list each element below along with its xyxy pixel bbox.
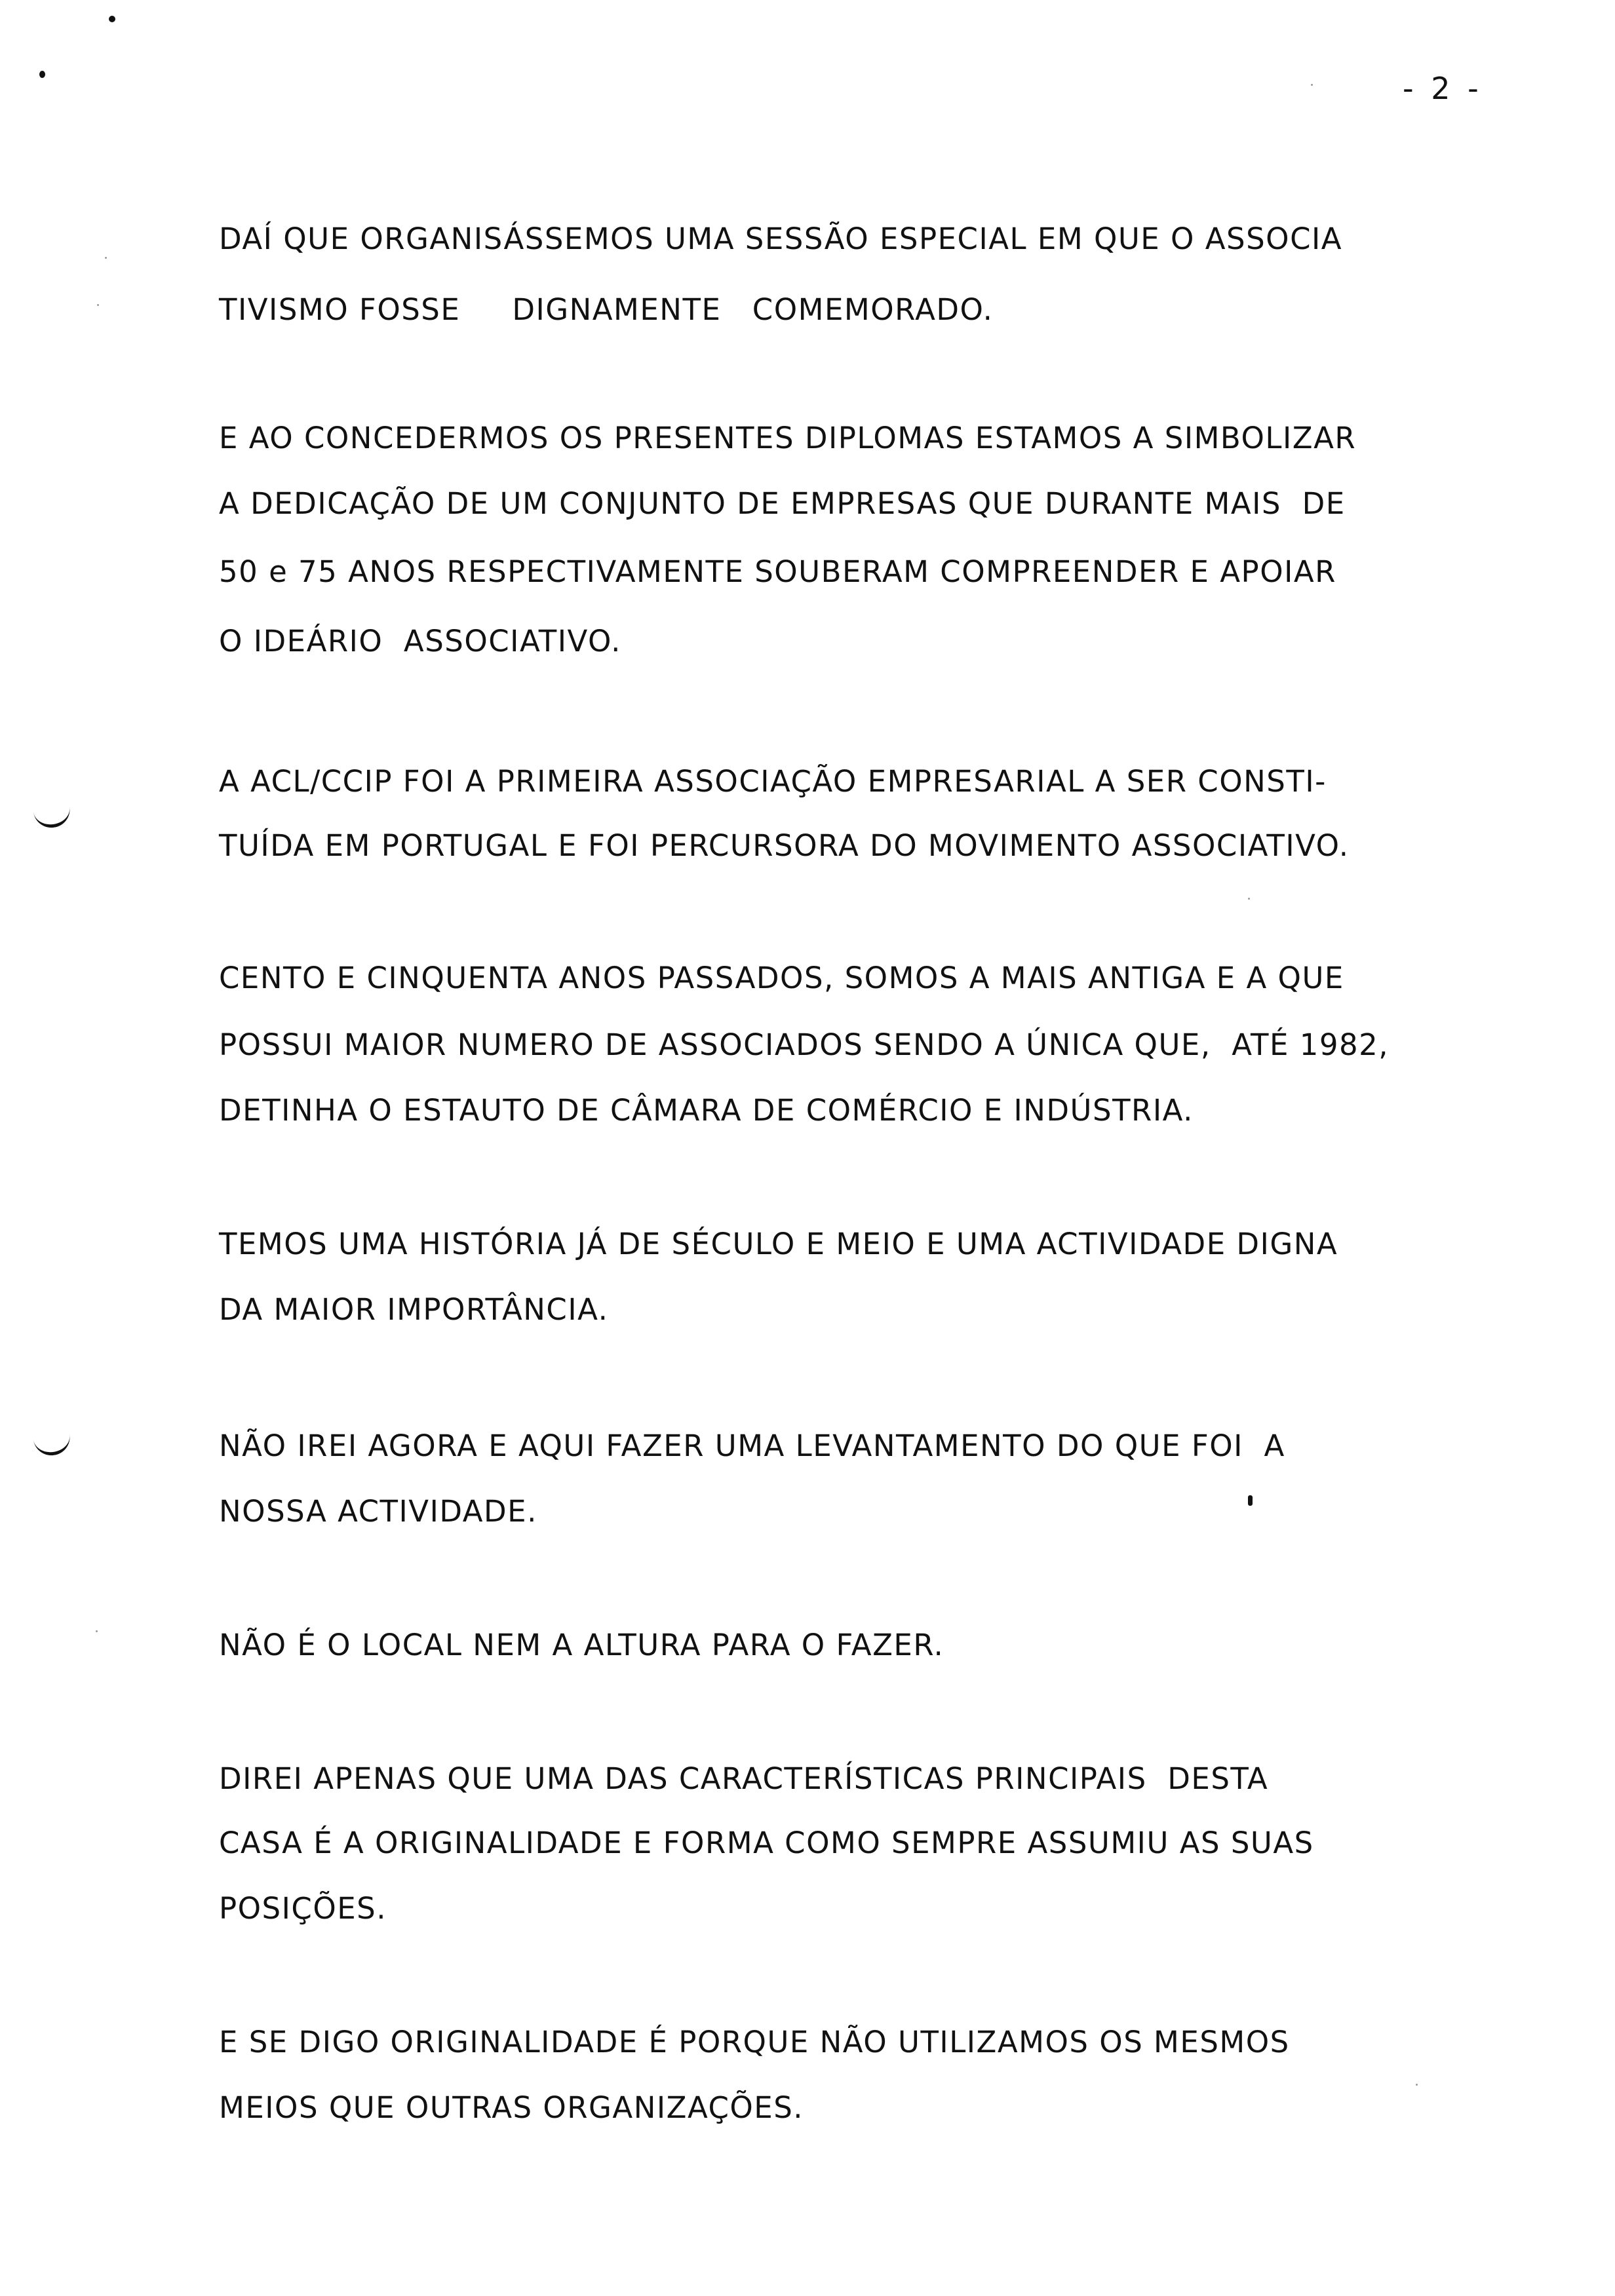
text-line: A ACL/CCIP FOI A PRIMEIRA ASSOCIAÇÃO EMPRESARIAL A SER CONSTI- <box>219 764 1327 799</box>
text-line: DAÍ QUE ORGANISÁSSEMOS UMA SESSÃO ESPECIAL EM QUE O ASSOCIA <box>219 221 1343 256</box>
text-line: CENTO E CINQUENTA ANOS PASSADOS, SOMOS A MAIS ANTIGA E A QUE <box>219 961 1344 995</box>
scan-speck <box>1311 84 1313 86</box>
scan-speck <box>109 16 115 22</box>
scan-speck <box>1416 2084 1418 2086</box>
text-line: E SE DIGO ORIGINALIDADE É PORQUE NÃO UTILIZAMOS OS MESMOS <box>219 2025 1290 2059</box>
text-line: 50 e 75 ANOS RESPECTIVAMENTE SOUBERAM COMPREENDER E APOIAR <box>219 554 1336 589</box>
text-line: NÃO É O LOCAL NEM A ALTURA PARA O FAZER. <box>219 1628 944 1662</box>
text-line: NOSSA ACTIVIDADE. <box>219 1494 537 1529</box>
punch-hole-mark <box>33 1430 72 1457</box>
text-line: MEIOS QUE OUTRAS ORGANIZAÇÕES. <box>219 2090 804 2125</box>
text-line: NÃO IREI AGORA E AQUI FAZER UMA LEVANTAMENTO DO QUE FOI A <box>219 1428 1285 1463</box>
text-line: E AO CONCEDERMOS OS PRESENTES DIPLOMAS ESTAMOS A SIMBOLIZAR <box>219 421 1357 455</box>
text-line: TUÍDA EM PORTUGAL E FOI PERCURSORA DO MOVIMENTO ASSOCIATIVO. <box>219 828 1350 863</box>
scan-speck <box>96 1630 98 1632</box>
text-line: TIVISMO FOSSE DIGNAMENTE COMEMORADO. <box>219 292 994 327</box>
text-line: DIREI APENAS QUE UMA DAS CARACTERÍSTICAS PRINCIPAIS DESTA <box>219 1761 1269 1796</box>
scan-speck <box>39 71 45 78</box>
text-line: TEMOS UMA HISTÓRIA JÁ DE SÉCULO E MEIO E UMA ACTIVIDADE DIGNA <box>219 1227 1338 1261</box>
text-line: O IDEÁRIO ASSOCIATIVO. <box>219 624 621 659</box>
text-line: DETINHA O ESTAUTO DE CÂMARA DE COMÉRCIO E INDÚSTRIA. <box>219 1093 1194 1128</box>
scan-speck <box>97 304 99 306</box>
text-line: POSIÇÕES. <box>219 1891 387 1926</box>
text-line: A DEDICAÇÃO DE UM CONJUNTO DE EMPRESAS QUE DURANTE MAIS DE <box>219 486 1346 521</box>
scan-speck <box>1248 898 1250 900</box>
text-line: DA MAIOR IMPORTÂNCIA. <box>219 1292 609 1327</box>
scan-speck <box>105 257 107 259</box>
text-line: POSSUI MAIOR NUMERO DE ASSOCIADOS SENDO A ÚNICA QUE, ATÉ 1982, <box>219 1027 1390 1062</box>
scan-speck <box>1248 1495 1253 1506</box>
punch-hole-mark <box>33 802 72 830</box>
text-line: CASA É A ORIGINALIDADE E FORMA COMO SEMPRE ASSUMIU AS SUAS <box>219 1826 1314 1860</box>
page-number: - 2 - <box>1403 71 1483 106</box>
